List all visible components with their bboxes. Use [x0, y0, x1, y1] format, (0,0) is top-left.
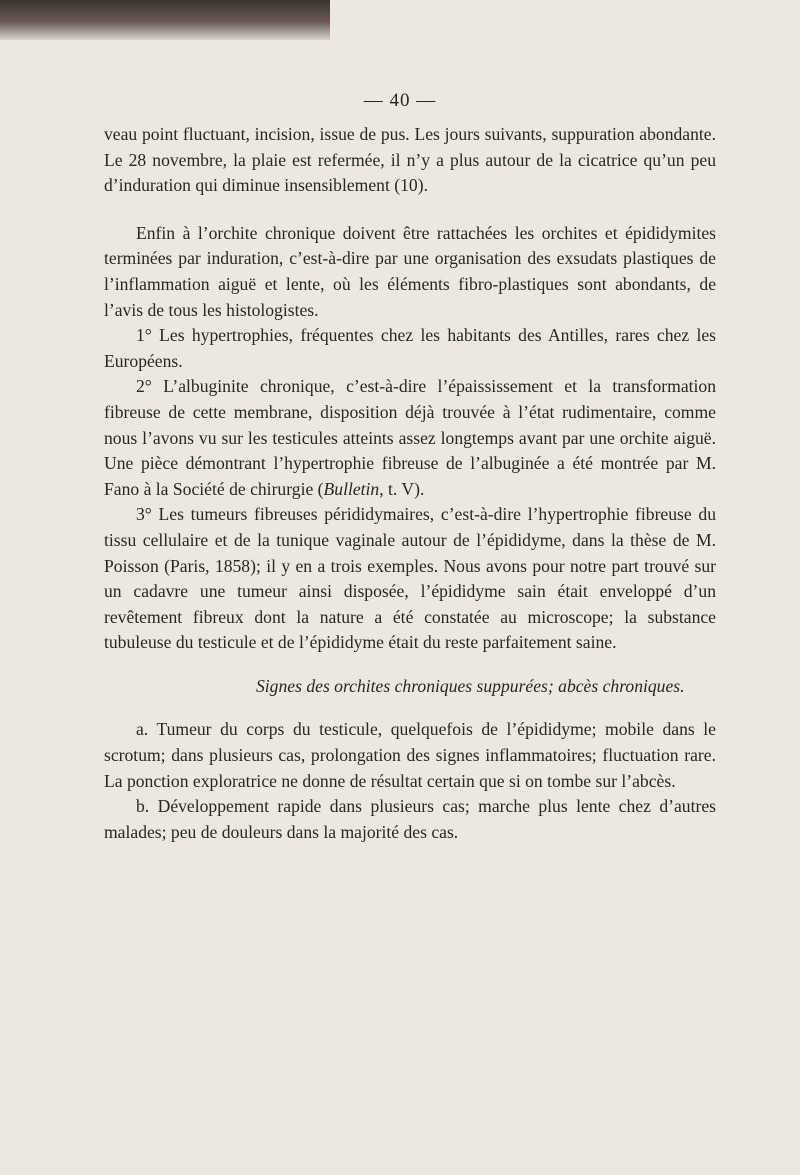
paragraph-2: Enfin à l’orchite chronique doivent être rattachées les orchites et épididymites terminées par induration, c’est-à-dire par une organisation des exsudats plastiques de l’inflammation aiguë et lente, où les éléments fibro-plastiques sont abondants, de l’avis de tous les histologistes.: [104, 222, 716, 320]
paragraph-3: 1° Les hypertrophies, fréquentes chez les habitants des Antilles, rares chez les Européens.: [104, 325, 716, 371]
paragraph-6: a. Tumeur du corps du testicule, quelquefois de l’épididyme; mobile dans le scrotum; dans plusieurs cas, prolongation des signes inflammatoires; fluctuation rare. La ponction exploratrice ne donne de résultat certain que si on tombe sur l’abcès.: [104, 719, 716, 791]
paragraph-1: veau point fluctuant, incision, issue de pus. Les jours suivants, suppuration abondante. Le 28 novembre, la plaie est refermée, il n’y a plus autour de la cicatrice qu’un peu d’induration qui diminue insensiblement (10).: [104, 124, 716, 196]
section-heading: Signes des orchites chroniques suppurées; abcès chroniques.: [256, 675, 685, 696]
paragraph-4-text: 2° L’albuginite chronique, c’est-à-dire l’épaississement et la transformation fibreuse de cette membrane, disposition déjà trouvée à l’état rudimentaire, comme nous l’avons vu sur les testicules atteints assez longtemps avant par une orchite aiguë. Une pièce démontrant l’hypertrophie fibreuse de l’albuginée a été montrée par M. Fano à la Société de chirurgie (: [104, 376, 716, 499]
page-body: [104, 122, 716, 845]
citation-tail: , t. V).: [379, 478, 425, 499]
citation-title: Bulletin: [323, 478, 380, 499]
paragraph-5: 3° Les tumeurs fibreuses pérididymaires, c’est-à-dire l’hypertrophie fibreuse du tissu cellulaire et de la tunique vaginale autour de l’épididyme, dans la thèse de M. Poisson (Paris, 1858); il y en a trois exemples. Nous avons pour notre part trouvé sur un cadavre une tumeur ainsi disposée, l’épididyme sain était enveloppé d’un revêtement fibreux dont la nature a été constatée au microscope; la substance tubuleuse du testicule et de l’épididyme était du reste parfaitement saine.: [104, 504, 716, 653]
paragraph-4: [104, 374, 716, 502]
paragraph-7: b. Développement rapide dans plusieurs cas; marche plus lente chez d’autres malades; peu de douleurs dans la majorité des cas.: [104, 796, 716, 842]
page-number: — 40 —: [363, 90, 437, 111]
